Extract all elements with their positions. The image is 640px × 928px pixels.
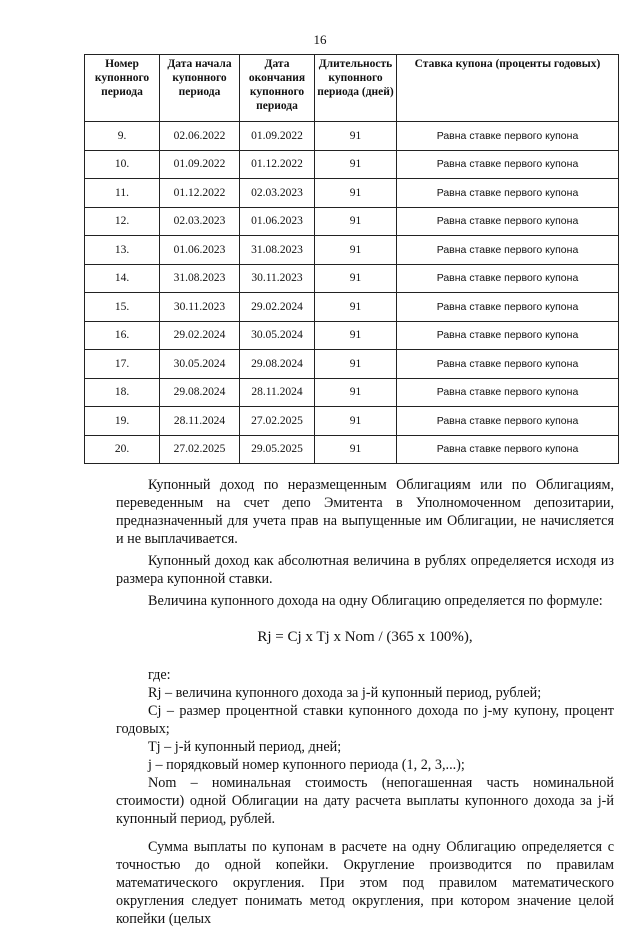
cell-coupon-rate: Равна ставке первого купона [397, 378, 619, 407]
paragraph-absolute-value: Купонный доход как абсолютная величина в рублях определяется исходя из размера купонной ставки. [116, 553, 614, 587]
paragraph-rounding: Сумма выплаты по купонам в расчете на одну Облигацию определяется с точностью до одной копейки. Округление производится по правилам математического округления. При этом под правилом математического округления следует понимать метод округления, при котором значение целой копейки (целых [116, 839, 614, 927]
cell-start-date: 29.02.2024 [160, 321, 240, 350]
cell-coupon-rate: Равна ставке первого купона [397, 207, 619, 236]
cell-start-date: 01.06.2023 [160, 236, 240, 265]
table-row [85, 207, 619, 236]
table-row [85, 293, 619, 322]
coupon-formula: Rj = Cj x Tj x Nom / (365 x 100%), [257, 629, 473, 645]
cell-duration: 91 [315, 207, 397, 236]
cell-period-number: 14. [85, 264, 160, 293]
table-row [85, 179, 619, 208]
where-label: где: [148, 667, 171, 683]
paragraph-formula-intro: Величина купонного дохода на одну Облигацию определяется по формуле: [148, 593, 603, 609]
cell-end-date: 30.11.2023 [240, 264, 315, 293]
cell-period-number: 16. [85, 321, 160, 350]
cell-start-date: 02.03.2023 [160, 207, 240, 236]
cell-coupon-rate: Равна ставке первого купона [397, 179, 619, 208]
cell-duration: 91 [315, 293, 397, 322]
paragraph-unplaced-bonds: Купонный доход по неразмещенным Облигациям или по Облигациям, переведенным на счет депо Эмитента в Уполномоченном депозитарии, предназначенный для учета прав на выпущенные им Облигации, не начисляется и не выплачивается. [116, 477, 614, 547]
definition-j: j – порядковый номер купонного периода (1, 2, 3,...); [148, 757, 465, 773]
cell-coupon-rate: Равна ставке первого купона [397, 350, 619, 379]
cell-start-date: 30.11.2023 [160, 293, 240, 322]
cell-period-number: 11. [85, 179, 160, 208]
definition-rj: Rj – величина купонного дохода за j-й купонный период, рублей; [148, 685, 542, 701]
table-row [85, 407, 619, 436]
table-row [85, 264, 619, 293]
cell-end-date: 01.06.2023 [240, 207, 315, 236]
cell-end-date: 02.03.2023 [240, 179, 315, 208]
cell-coupon-rate: Равна ставке первого купона [397, 122, 619, 151]
cell-duration: 91 [315, 179, 397, 208]
cell-end-date: 28.11.2024 [240, 378, 315, 407]
cell-start-date: 27.02.2025 [160, 435, 240, 464]
cell-end-date: 01.09.2022 [240, 122, 315, 151]
cell-coupon-rate: Равна ставке первого купона [397, 264, 619, 293]
header-period-number: Номер купонного периода [85, 55, 160, 122]
table-row [85, 236, 619, 265]
cell-period-number: 15. [85, 293, 160, 322]
header-start-date: Дата начала купонного периода [160, 55, 240, 122]
cell-duration: 91 [315, 236, 397, 265]
coupon-schedule-table [84, 54, 619, 464]
cell-start-date: 01.09.2022 [160, 150, 240, 179]
table-row [85, 435, 619, 464]
cell-start-date: 02.06.2022 [160, 122, 240, 151]
cell-start-date: 31.08.2023 [160, 264, 240, 293]
definition-nom: Nom – номинальная стоимость (непогашенная часть номинальной стоимости) одной Облигации на дату расчета выплаты купонного дохода за j-й купонный период, рублей. [116, 775, 614, 827]
cell-coupon-rate: Равна ставке первого купона [397, 321, 619, 350]
cell-duration: 91 [315, 122, 397, 151]
table-row [85, 122, 619, 151]
cell-coupon-rate: Равна ставке первого купона [397, 407, 619, 436]
page-number: 16 [313, 32, 327, 47]
cell-start-date: 01.12.2022 [160, 179, 240, 208]
cell-end-date: 01.12.2022 [240, 150, 315, 179]
cell-duration: 91 [315, 321, 397, 350]
cell-duration: 91 [315, 150, 397, 179]
table-row [85, 321, 619, 350]
cell-coupon-rate: Равна ставке первого купона [397, 293, 619, 322]
cell-duration: 91 [315, 350, 397, 379]
cell-end-date: 30.05.2024 [240, 321, 315, 350]
cell-start-date: 28.11.2024 [160, 407, 240, 436]
cell-end-date: 29.02.2024 [240, 293, 315, 322]
definition-cj: Cj – размер процентной ставки купонного дохода по j-му купону, процент годовых; [116, 703, 614, 737]
cell-end-date: 29.05.2025 [240, 435, 315, 464]
cell-period-number: 9. [85, 122, 160, 151]
cell-coupon-rate: Равна ставке первого купона [397, 435, 619, 464]
cell-duration: 91 [315, 264, 397, 293]
table-body [85, 122, 619, 464]
cell-period-number: 10. [85, 150, 160, 179]
cell-period-number: 19. [85, 407, 160, 436]
cell-start-date: 30.05.2024 [160, 350, 240, 379]
cell-period-number: 17. [85, 350, 160, 379]
cell-end-date: 27.02.2025 [240, 407, 315, 436]
cell-period-number: 20. [85, 435, 160, 464]
header-coupon-rate: Ставка купона (проценты годовых) [397, 55, 619, 122]
cell-start-date: 29.08.2024 [160, 378, 240, 407]
cell-duration: 91 [315, 435, 397, 464]
table-row [85, 150, 619, 179]
cell-period-number: 13. [85, 236, 160, 265]
cell-period-number: 12. [85, 207, 160, 236]
cell-duration: 91 [315, 407, 397, 436]
table-row [85, 378, 619, 407]
cell-end-date: 31.08.2023 [240, 236, 315, 265]
table-header-row [85, 55, 619, 122]
header-end-date: Дата окончания купонного периода [240, 55, 315, 122]
cell-end-date: 29.08.2024 [240, 350, 315, 379]
definition-tj: Tj – j-й купонный период, дней; [148, 739, 342, 755]
body-text [116, 476, 614, 928]
table-row [85, 350, 619, 379]
cell-coupon-rate: Равна ставке первого купона [397, 236, 619, 265]
header-duration: Длительность купонного периода (дней) [315, 55, 397, 122]
cell-period-number: 18. [85, 378, 160, 407]
cell-coupon-rate: Равна ставке первого купона [397, 150, 619, 179]
cell-duration: 91 [315, 378, 397, 407]
